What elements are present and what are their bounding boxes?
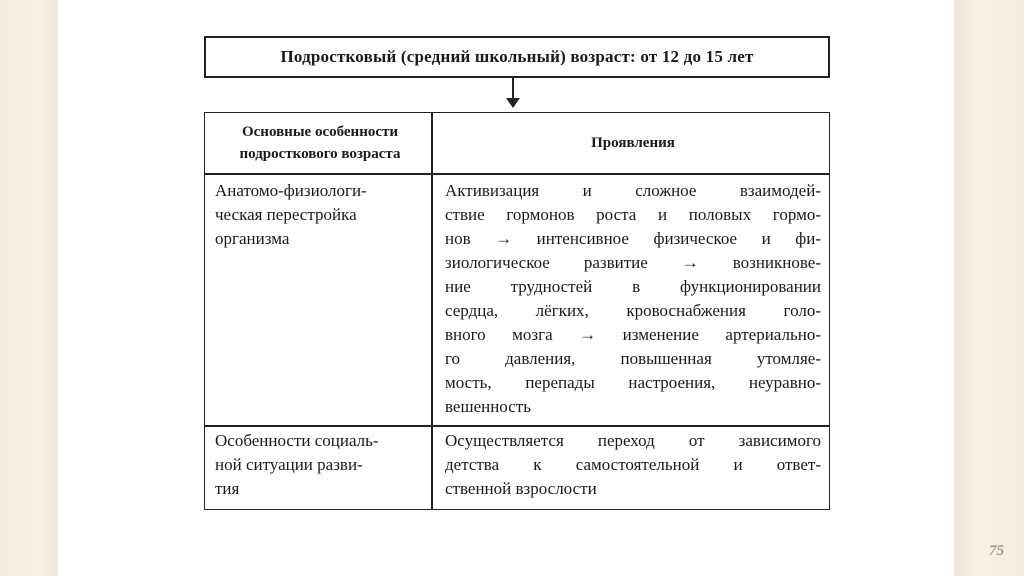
row1-manifestation-line: го давления, повышенная утомляе- bbox=[445, 349, 821, 368]
row2-manifestation-line: ственной взрослости bbox=[445, 479, 597, 498]
age-title-box bbox=[204, 36, 830, 78]
row2-feature-cell bbox=[205, 429, 431, 501]
row1-feature-cell bbox=[205, 179, 431, 251]
page-number: 75 bbox=[989, 543, 1004, 559]
row2-manifestation-line: Осуществляется переход от зависимого bbox=[445, 431, 821, 450]
row1-manifestation-line: мость, перепады настроения, неуравно- bbox=[445, 373, 821, 392]
row1-manifestation-line: вешенность bbox=[445, 397, 531, 416]
row1-manifestation-line: сердца, лёгких, кровоснабжения голо- bbox=[445, 301, 821, 320]
header-left-cell bbox=[205, 121, 431, 165]
row-divider bbox=[205, 425, 829, 427]
row2-feature-line: тия bbox=[215, 479, 240, 498]
row1-manifestation-line: нов → интенсивное физическое и фи- bbox=[445, 229, 821, 248]
row2-manifestation-line: детства к самостоятельной и ответ- bbox=[445, 455, 821, 474]
header-left-line: Основные особенности bbox=[241, 124, 399, 140]
row1-manifestation-line: ствие гормонов роста и половых гормо- bbox=[445, 205, 821, 224]
row1-manifestation-line: вного мозга → изменение артериально- bbox=[445, 325, 821, 344]
row1-manifestation-cell bbox=[433, 179, 829, 419]
row1-manifestation-line: зиологическое развитие → возникнове- bbox=[445, 253, 821, 272]
row2-manifestation-cell bbox=[433, 429, 829, 501]
age-title: Подростковый (средний школьный) возраст: от 12 до 15 лет bbox=[280, 47, 754, 66]
row2-feature-line: ной ситуации разви- bbox=[215, 455, 363, 474]
row2-feature-line: Особенности социаль- bbox=[215, 431, 379, 450]
right-margin-texture bbox=[954, 0, 1024, 576]
header-right-cell bbox=[433, 132, 829, 154]
down-arrow-icon bbox=[506, 98, 520, 108]
left-margin-texture bbox=[0, 0, 58, 576]
down-arrow-line bbox=[512, 78, 514, 100]
header-left-line: подросткового возраста bbox=[239, 146, 401, 162]
header-divider bbox=[205, 173, 829, 175]
features-table bbox=[204, 112, 830, 510]
row1-manifestation-line: ние трудностей в функционировании bbox=[445, 277, 821, 296]
header-right-label: Проявления bbox=[591, 135, 675, 151]
row1-feature-line: организма bbox=[215, 229, 290, 248]
row1-manifestation-line: Активизация и сложное взаимодей- bbox=[445, 181, 821, 200]
row1-feature-line: Анатомо-физиологи- bbox=[215, 181, 367, 200]
row1-feature-line: ческая перестройка bbox=[215, 205, 357, 224]
